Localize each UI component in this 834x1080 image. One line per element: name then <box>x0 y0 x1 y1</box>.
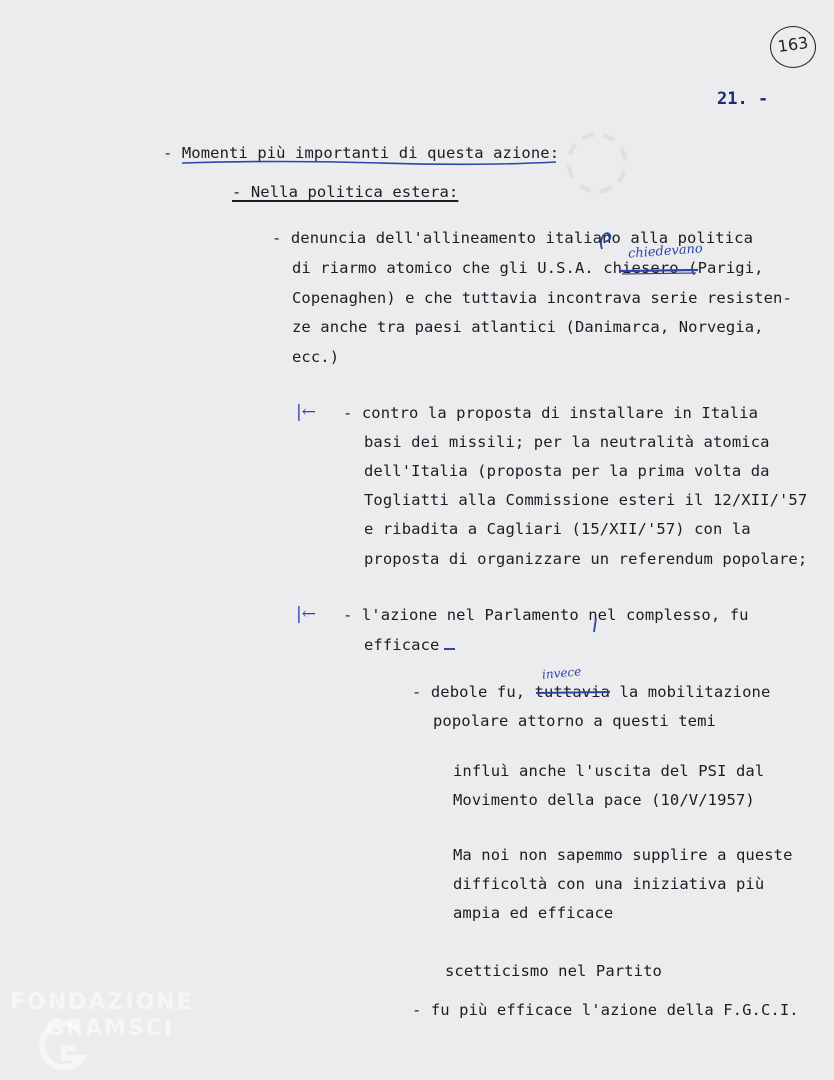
paragraph-5-line-2: Movimento della pace (10/V/1957) <box>453 791 755 809</box>
dash-insertion-mark <box>443 645 457 653</box>
paragraph-2-line-6: proposta di organizzare un referendum popolare; <box>364 550 808 568</box>
paragraph-2-line-3: dell'Italia (proposta per la prima volta da <box>364 462 770 480</box>
paragraph-1-line-1: - denuncia dell'allineamento italiano alla politica <box>272 229 754 247</box>
subheading: - Nella politica estera: <box>232 183 459 201</box>
paragraph-2-line-4: Togliatti alla Commissione esteri il 12/XII/'57 <box>364 491 808 509</box>
paragraph-6-line-1: Ma noi non sapemmo supplire a queste <box>453 846 793 864</box>
paragraph-4-line-2: popolare attorno a questi temi <box>433 712 716 730</box>
margin-mark-1: |← <box>296 402 316 422</box>
margin-mark-2: |← <box>296 604 316 624</box>
paragraph-4-line-1: - debole fu, tuttavia la mobilitazione <box>412 683 771 701</box>
paragraph-6-line-3: ampia ed efficace <box>453 904 614 922</box>
strikeout-tuttavia <box>534 686 614 700</box>
paragraph-1-line-4: ze anche tra paesi atlantici (Danimarca, Norvegia, <box>292 318 764 336</box>
watermark-line-2: GRAMSCI <box>46 1016 175 1041</box>
show-through-ghost: ◌ <box>547 101 643 212</box>
correction-mark-italiano <box>596 227 616 251</box>
paragraph-6-line-2: difficoltà con una iniziativa più <box>453 875 765 893</box>
paragraph-8: - fu più efficace l'azione della F.G.C.I. <box>412 1001 799 1019</box>
paragraph-7: scetticismo nel Partito <box>445 962 662 980</box>
paragraph-2-line-5: e ribadita a Cagliari (15/XII/'57) con la <box>364 520 751 538</box>
paragraph-1-line-3: Copenaghen) e che tuttavia incontrava serie resisten- <box>292 289 792 307</box>
page-number: 21. - <box>717 89 769 109</box>
strikeout-chiesero <box>618 262 702 280</box>
watermark-line-1: FONDAZIONE <box>10 990 194 1015</box>
paragraph-2-line-2: basi dei missili; per la neutralità atomica <box>364 433 770 451</box>
heading-underline <box>180 157 560 169</box>
paragraph-3-line-1: - l'azione nel Parlamento nel complesso, fu <box>343 606 749 624</box>
annotation-chiedevano: chiedevano <box>627 241 704 262</box>
annotation-invece: invece <box>541 664 582 682</box>
archive-stamp-number: 163 <box>776 32 810 57</box>
paragraph-5-line-1: influì anche l'uscita del PSI dal <box>453 762 765 780</box>
heading: - Momenti più importanti di questa azione: <box>163 144 560 162</box>
paragraph-3-line-2: efficace <box>364 636 440 654</box>
comma-insertion-mark <box>590 616 602 636</box>
paragraph-1-line-2: di riarmo atomico che gli U.S.A. chiesero (Parigi, <box>292 259 764 277</box>
watermark <box>10 990 194 1042</box>
paragraph-2-line-1: - contro la proposta di installare in Italia <box>343 404 758 422</box>
paragraph-1-line-5: ecc.) <box>292 348 340 366</box>
